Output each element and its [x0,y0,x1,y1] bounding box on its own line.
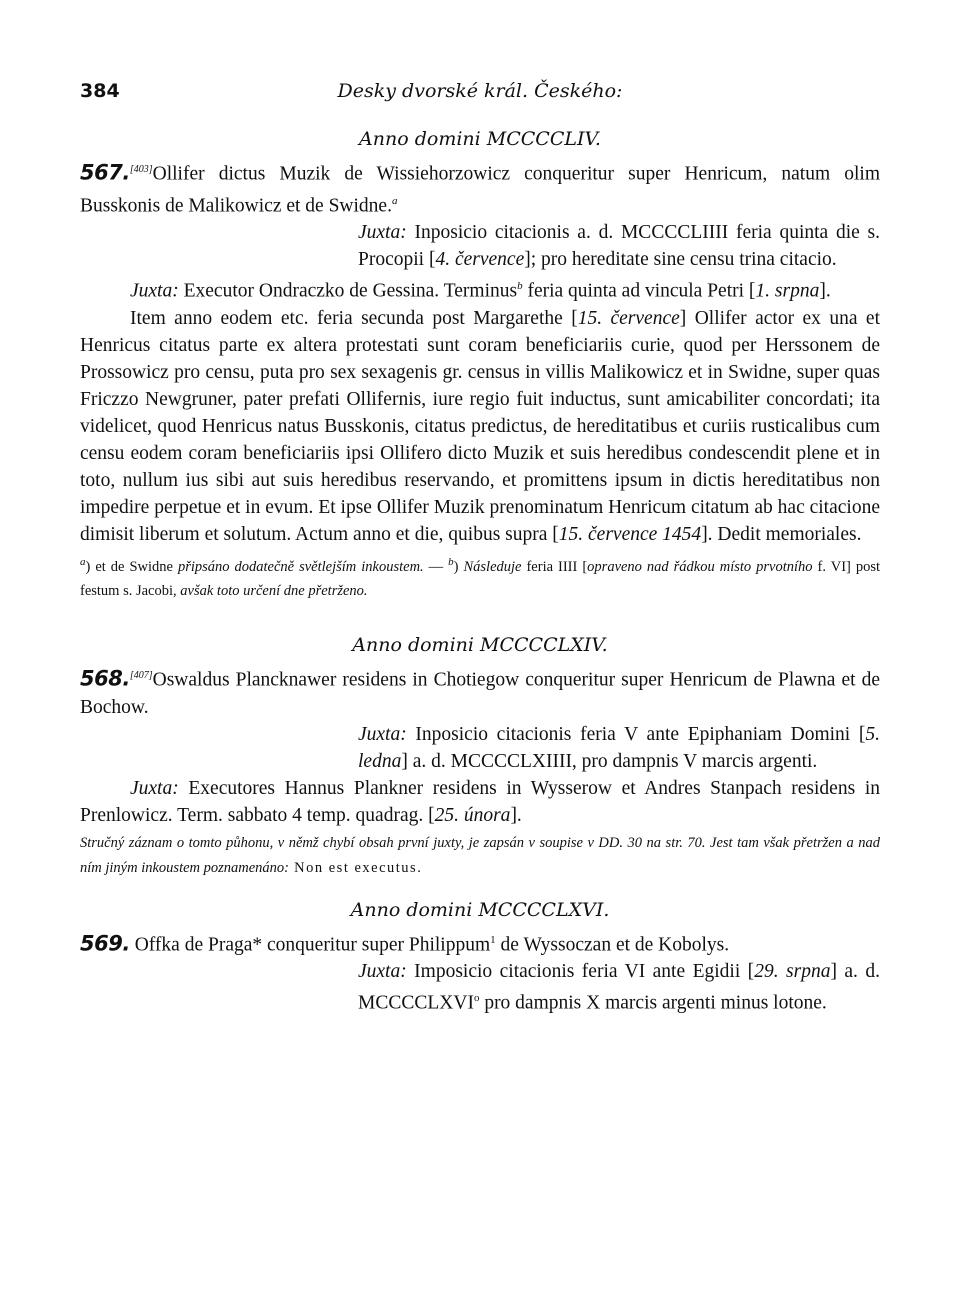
footnote [80,831,880,881]
item-date: 15. července 1454 [558,523,702,545]
note-text: Non est executus. [289,859,423,876]
entry-number: 567. [80,160,130,185]
juxta-text: ]. [819,280,831,302]
juxta-paragraph [358,721,880,775]
note-mark: a [80,555,86,568]
entry-567 [80,156,880,219]
item-date: 15. července [577,307,680,329]
juxta-date: 4. července [435,249,525,270]
juxta-text: pro dampnis X marcis argenti minus lotone. [479,992,827,1014]
note-mark: b [517,280,523,292]
entry-text: Ollifer dictus Muzik de Wissiehorzowicz conqueritur super Henricum, natum olim Busskonis de Malikowicz et de Swidne. [80,163,880,216]
year-heading: Anno domini MCCCCLXIV. [352,634,608,657]
juxta-paragraph [80,273,880,305]
footnote [80,550,880,605]
juxta-text: Executores Hannus Plankner residens in Wysserow et Andres Stanpach residens in Prenlowicz. Term. sabbato 4 temp. quadrag. [ [80,777,880,826]
juxta-label: Juxta: [130,777,179,799]
note-text: připsáno dodatečně světlejším inkoustem. [177,558,424,575]
item-text: ]. Dedit memoriales. [701,523,862,545]
item-paragraph [80,305,880,548]
note-text: avšak toto určení dne přetrženo. [180,583,368,600]
year-heading: Anno domini MCCCCLXVI. [350,898,610,921]
juxta-text: Imposicio citacionis feria VI ante Egidii [ [406,961,755,983]
juxta-text: feria quinta ad vincula Petri [ [522,280,756,302]
juxta-date: 25. února [434,804,511,826]
entry-ref: [407] [129,670,153,682]
juxta-label: Juxta: [358,723,407,745]
entry-number: 569. [80,931,130,956]
running-title: Desky dvorské král. Českého: [337,80,623,102]
item-text: Item anno eodem etc. feria secunda post Margarethe [ [130,307,578,329]
note-mark: o [473,992,480,1005]
juxta-label: Juxta: [358,961,407,983]
juxta-date: 5. ledna [358,723,880,772]
page-number: 384 [80,80,120,102]
entry-number: 568. [80,666,130,691]
juxta-paragraph [358,219,880,273]
juxta-text: ]; pro hereditate sine censu trina citacio. [524,249,837,270]
entry-text: de Wyssoczan et de Kobolys. [495,934,730,956]
item-text: ] Ollifer actor ex una et Henricus citatus parte ex altera protestati sunt coram beneficiariis curie, quod per Herssonem de Prossowicz pro censu, puta pro sex sexagenis gr. census in villis Malikowicz et in Swidne, super quas Friczzo Newgruner, pater prefati Ollifernis, iure regio fuit inductus, sunt amicabiliter concordati; ita videlicet, quod Henricus natus Busskonis, citatus predictus, de hereditatibus et curiis rusticalibus cum censu eodem coram beneficiariis ipsi Ollifero dicto Muzik et suis heredibus condescendit plene et in toto, nullum ius sibi aut suis heredibus reservando, et promittens ipsum in dictis hereditatibus non impedire perpetue et in evum. Et ipse Ollifer Muzik prenominatum Henricum citatum ab hac citacione dimisit liberum et solutum. Actum anno et die, quibus supra [ [80,307,880,545]
note-mark: b [448,555,454,568]
juxta-text: Executor Ondraczko de Gessina. Terminus [178,280,518,302]
note-mark: 1 [490,933,496,946]
juxta-text: ] a. d. MCCCCLXVI [358,961,881,1014]
note-text: feria IIII [ [521,558,588,575]
document-page [80,72,880,1017]
note-text: Následuje [463,558,522,575]
page-header [80,72,880,106]
note-text: ) [453,558,464,575]
note-text: ) et de Swidne [85,558,178,575]
juxta-date: 29. srpna [754,961,831,983]
juxta-text: ]. [510,804,522,826]
entry-569 [80,927,880,959]
note-text: — [423,558,449,575]
note-text: Stručný záznam o tomto půhonu, v němž chybí obsah první juxty, je zapsán v soupise v DD. 30 na str. 70. Jest tam však přetržen a nad ním jiným inkoustem poznamenáno: [80,834,880,876]
juxta-paragraph [358,958,880,1017]
entry-text: Oswaldus Plancknawer residens in Chotiegow conqueritur super Henricum de Plawna et de Bochow. [80,669,880,718]
entry-text: Offka de Praga* conqueritur super Philippum [129,934,491,956]
note-text: opraveno nad řádkou místo prvotního [587,558,813,575]
entry-ref: [403] [129,164,153,175]
juxta-text: Inposicio citacionis feria V ante Epiphaniam Domini [ [406,723,866,745]
note-mark: a [391,194,398,207]
juxta-paragraph [80,775,880,829]
juxta-label: Juxta: [130,280,179,302]
juxta-text: ] a. d. MCCCCLXIIII, pro dampnis V marcis argenti. [401,750,818,772]
juxta-text: Inposicio citacionis a. d. MCCCCLIIII feria quinta die s. Procopii [ [358,222,880,270]
note-text: f. VI] post festum s. Jacobi, [80,558,881,600]
juxta-label: Juxta: [358,222,407,243]
year-heading: Anno domini MCCCCLIV. [359,128,601,150]
entry-568 [80,662,880,721]
juxta-date: 1. srpna [755,280,820,302]
